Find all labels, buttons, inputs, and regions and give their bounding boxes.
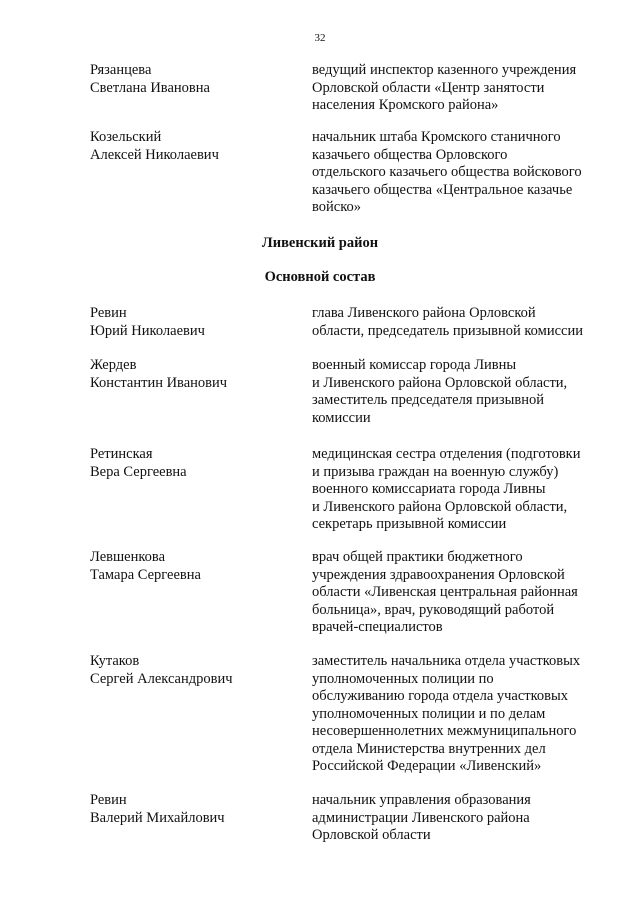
member-name bbox=[90, 357, 300, 392]
position-line: военного комиссариата города Ливны bbox=[312, 481, 546, 497]
section-heading: Ливенский район bbox=[261, 235, 379, 251]
member-surname: Кутаков bbox=[90, 653, 140, 669]
position-line: несовершеннолетних межмуниципального bbox=[312, 723, 577, 739]
member-given-names: Сергей Александрович bbox=[90, 670, 233, 687]
position-line: войско» bbox=[312, 199, 362, 215]
position-line: глава Ливенского района Орловской bbox=[312, 305, 536, 321]
position-line: казачьего общества «Центральное казачье bbox=[312, 181, 573, 198]
member-given-names: Светлана Ивановна bbox=[90, 79, 210, 96]
member-surname: Ревин bbox=[90, 305, 127, 321]
member-given-names: Юрий Николаевич bbox=[90, 322, 205, 339]
position-line: казачьего общества Орловского bbox=[312, 146, 508, 163]
position-line: начальник штаба Кромского станичного bbox=[312, 129, 561, 145]
position-line: администрации Ливенского района bbox=[312, 809, 530, 826]
position-line: врач общей практики бюджетного bbox=[312, 549, 523, 565]
member-given-names: Тамара Сергеевна bbox=[90, 566, 201, 583]
member-given-names: Алексей Николаевич bbox=[90, 146, 219, 163]
position-line: области, председатель призывной комиссии bbox=[312, 322, 583, 339]
position-line: военный комиссар города Ливны bbox=[312, 357, 517, 373]
member-given-names: Валерий Михайлович bbox=[90, 809, 225, 826]
member-position bbox=[312, 357, 612, 427]
position-line: заместитель начальника отдела участковых bbox=[312, 653, 581, 669]
member-name bbox=[90, 446, 300, 481]
member-surname: Левшенкова bbox=[90, 549, 166, 565]
member-given-names: Константин Иванович bbox=[90, 374, 228, 391]
member-surname: Жердев bbox=[90, 357, 137, 373]
position-line: и Ливенского района Орловской области, bbox=[312, 498, 568, 515]
member-surname: Рязанцева bbox=[90, 62, 152, 78]
subsection-heading: Основной состав bbox=[264, 269, 376, 285]
member-name bbox=[90, 305, 300, 340]
position-line: Российской Федерации «Ливенский» bbox=[312, 758, 542, 774]
position-line: отдельского казачьего общества войскового bbox=[312, 164, 582, 180]
position-line: врачей-специалистов bbox=[312, 619, 443, 635]
position-line: заместитель председателя призывной bbox=[312, 392, 544, 408]
member-name bbox=[90, 129, 300, 164]
member-name bbox=[90, 549, 300, 584]
position-line: начальник управления образования bbox=[312, 792, 531, 808]
member-position bbox=[312, 129, 612, 217]
position-line: уполномоченных полиции и по делам bbox=[312, 705, 546, 722]
position-line: секретарь призывной комиссии bbox=[312, 516, 507, 532]
position-line: населения Кромского района» bbox=[312, 97, 499, 113]
position-line: медицинская сестра отделения (подготовки bbox=[312, 446, 581, 462]
member-position bbox=[312, 792, 612, 845]
position-line: учреждения здравоохранения Орловской bbox=[312, 566, 565, 583]
member-surname: Козельский bbox=[90, 129, 162, 145]
member-position bbox=[312, 653, 612, 776]
position-line: области «Ливенская центральная районная bbox=[312, 584, 578, 600]
member-surname: Ревин bbox=[90, 792, 127, 808]
position-line: Орловской области bbox=[312, 827, 431, 843]
position-line: обслуживанию города отдела участковых bbox=[312, 688, 569, 704]
member-name bbox=[90, 792, 300, 827]
position-line: отдела Министерства внутренних дел bbox=[312, 740, 546, 757]
member-position bbox=[312, 305, 612, 340]
position-line: и Ливенского района Орловской области, bbox=[312, 374, 568, 391]
member-position bbox=[312, 446, 612, 534]
member-name bbox=[90, 653, 300, 688]
member-position bbox=[312, 549, 612, 637]
member-name bbox=[90, 62, 300, 97]
position-line: уполномоченных полиции по bbox=[312, 670, 494, 687]
page-number: 32 bbox=[314, 32, 326, 44]
position-line: ведущий инспектор казенного учреждения bbox=[312, 62, 577, 78]
member-given-names: Вера Сергеевна bbox=[90, 463, 187, 480]
position-line: больница», врач, руководящий работой bbox=[312, 601, 555, 618]
position-line: Орловской области «Центр занятости bbox=[312, 79, 545, 96]
member-position bbox=[312, 62, 612, 115]
position-line: и призыва граждан на военную службу) bbox=[312, 463, 559, 480]
position-line: комиссии bbox=[312, 409, 371, 426]
member-surname: Ретинская bbox=[90, 446, 153, 462]
